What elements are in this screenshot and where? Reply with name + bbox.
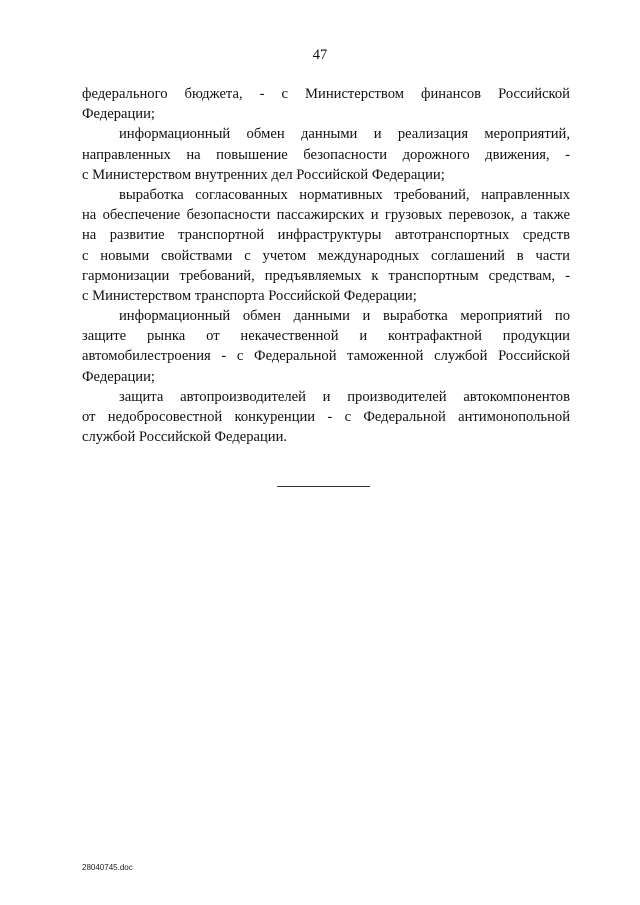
text-line: на развитие транспортной инфраструктуры автотранспортных средств <box>82 227 570 244</box>
text-line: от недобросовестной конкуренции - с Федеральной антимонопольной <box>82 409 570 425</box>
text-line: информационный обмен данными и реализация мероприятий, <box>119 126 570 143</box>
paragraph <box>82 84 570 124</box>
text-line: Федерации; <box>82 106 155 123</box>
paragraph <box>82 387 570 448</box>
paragraph <box>82 185 570 306</box>
text-line: защите рынка от некачественной и контрафактной продукции <box>82 328 570 345</box>
text-line: федерального бюджета, - с Министерством финансов Российской <box>82 86 570 102</box>
text-line: Федерации; <box>82 368 155 385</box>
text-line: защита автопроизводителей и производителей автокомпонентов <box>119 388 570 405</box>
page-number: 47 <box>312 47 328 63</box>
text-line: выработка согласованных нормативных требований, направленных <box>119 186 570 203</box>
text-line: с новыми свойствами с учетом международных соглашений в части <box>82 247 570 264</box>
text-line: направленных на повышение безопасности дорожного движения, - <box>82 146 570 163</box>
document-body <box>82 84 570 447</box>
text-line: на обеспечение безопасности пассажирских и грузовых перевозок, а также <box>82 207 570 224</box>
end-separator-line <box>277 486 370 487</box>
text-line: службой Российской Федерации. <box>82 429 288 446</box>
paragraph <box>82 306 570 387</box>
paragraph <box>82 124 570 185</box>
footer-file-code: 28040745.doc <box>82 863 133 872</box>
text-line: гармонизации требований, предъявляемых к транспортным средствам, - <box>82 267 570 284</box>
text-line: с Министерством транспорта Российской Федерации; <box>82 287 417 304</box>
text-line: информационный обмен данными и выработка мероприятий по <box>119 308 570 325</box>
text-line: автомобилестроения - с Федеральной таможенной службой Российской <box>82 348 570 365</box>
text-line: с Министерством внутренних дел Российской Федерации; <box>82 166 445 183</box>
